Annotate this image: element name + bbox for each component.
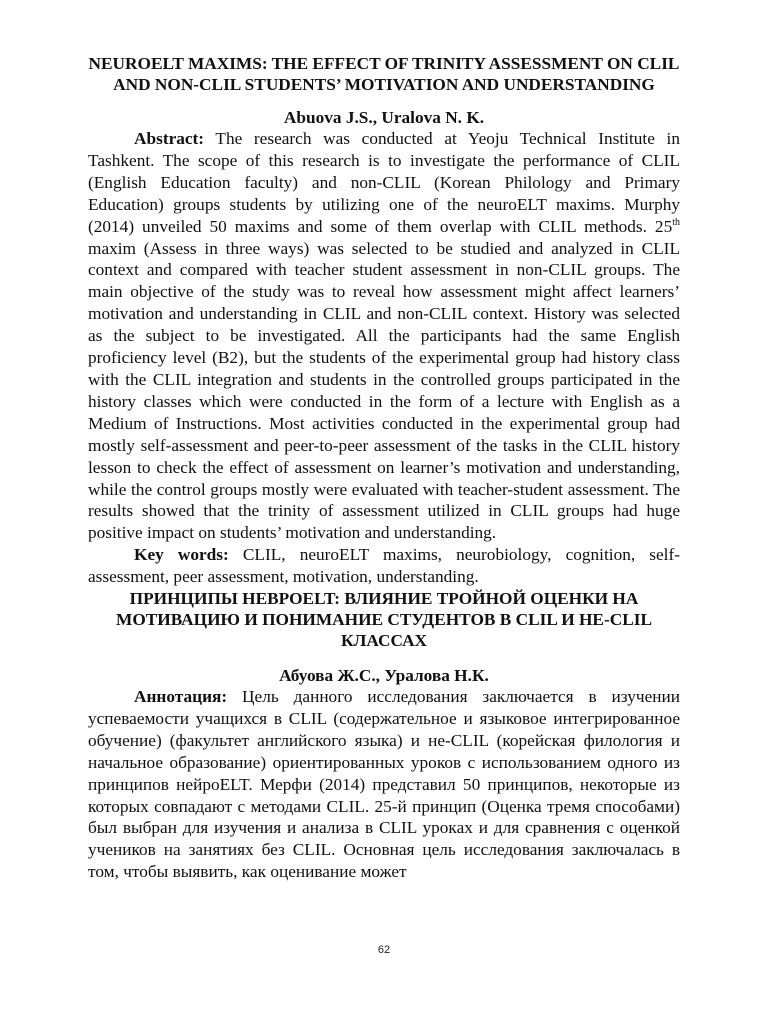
english-keywords-text: CLIL, neuroELT maxims, neurobiology, cognition, self-assessment, peer assessment, motivation, understanding. — [88, 545, 680, 587]
russian-abstract-text: Цель данного исследования заключается в изучении успеваемости учащихся в CLIL (содержательное и языковое интегрированное обучение) (факультет английского языка) и не-CLIL (корейская филология и начальное образование) ориентированных уроков с использованием одного из принципов нейроELT. Мерфи (2014) представил 50 принципов, некоторые из которых совпадают с методами CLIL. 25-й принцип (Оценка тремя способами) был выбран для изучения и анализа в CLIL уроках и для сравнения с оценкой учеников на занятиях без CLIL. Основная цель исследования заключалась в том, чтобы выявить, как оценивание может — [88, 687, 680, 882]
english-abstract-text-1: The research was conducted at Yeoju Technical Institute in Tashkent. The scope of this research is to investigate the performance of CLIL (English Education faculty) and non-CLIL (Korean Philology and Primary Education) groups students by utilizing one of the neuroELT maxims. Murphy (2014) unveiled 50 maxims and some of them overlap with CLIL methods. 25 — [88, 129, 680, 236]
russian-abstract-label: Аннотация: — [134, 687, 228, 707]
russian-abstract — [88, 686, 680, 883]
page-number: 62 — [377, 944, 391, 956]
english-abstract-label: Abstract: — [134, 129, 205, 148]
english-abstract-superscript: th — [672, 216, 680, 228]
english-title: NEUROELT MAXIMS: THE EFFECT OF TRINITY ASSESSMENT ON CLIL AND NON-CLIL STUDENTS’ MOTIVATION AND UNDERSTANDING — [88, 54, 680, 94]
russian-title: ПРИНЦИПЫ НЕВРОELT: ВЛИЯНИЕ ТРОЙНОЙ ОЦЕНКИ НА МОТИВАЦИЮ И ПОНИМАНИЕ СТУДЕНТОВ В CLIL И НЕ-CLIL КЛАССАХ — [116, 589, 652, 651]
english-keywords — [88, 544, 680, 588]
english-abstract — [88, 128, 680, 544]
english-keywords-label: Key words: — [134, 545, 229, 565]
english-abstract-text-2: maxim (Assess in three ways) was selected to be studied and analyzed in CLIL context and compared with teacher student assessment in non-CLIL groups. The main objective of the study was to reveal how assessment might affect learners’ motivation and understanding in CLIL and non-CLIL context. History was selected as the subject to be investigated. All the participants had the same English proficiency level (B2), but the students of the experimental group had history class with the CLIL integration and students in the controlled groups participated in the history classes which were conducted in the form of a lecture with English as a Medium of Instructions. Most activities conducted in the experimental group had mostly self-assessment and peer-to-peer assessment of the tasks in the CLIL history lesson to check the effect of assessment on learner’s motivation and understanding, while the control groups mostly were evaluated with teacher-student assessment. The results showed that the trinity of assessment utilized in CLIL groups had huge positive impact on students’ motivation and understanding. — [88, 238, 680, 543]
russian-authors: Абуова Ж.С., Уралова Н.К. — [279, 666, 489, 686]
english-authors: Abuova J.S., Uralova N. K. — [283, 108, 485, 127]
